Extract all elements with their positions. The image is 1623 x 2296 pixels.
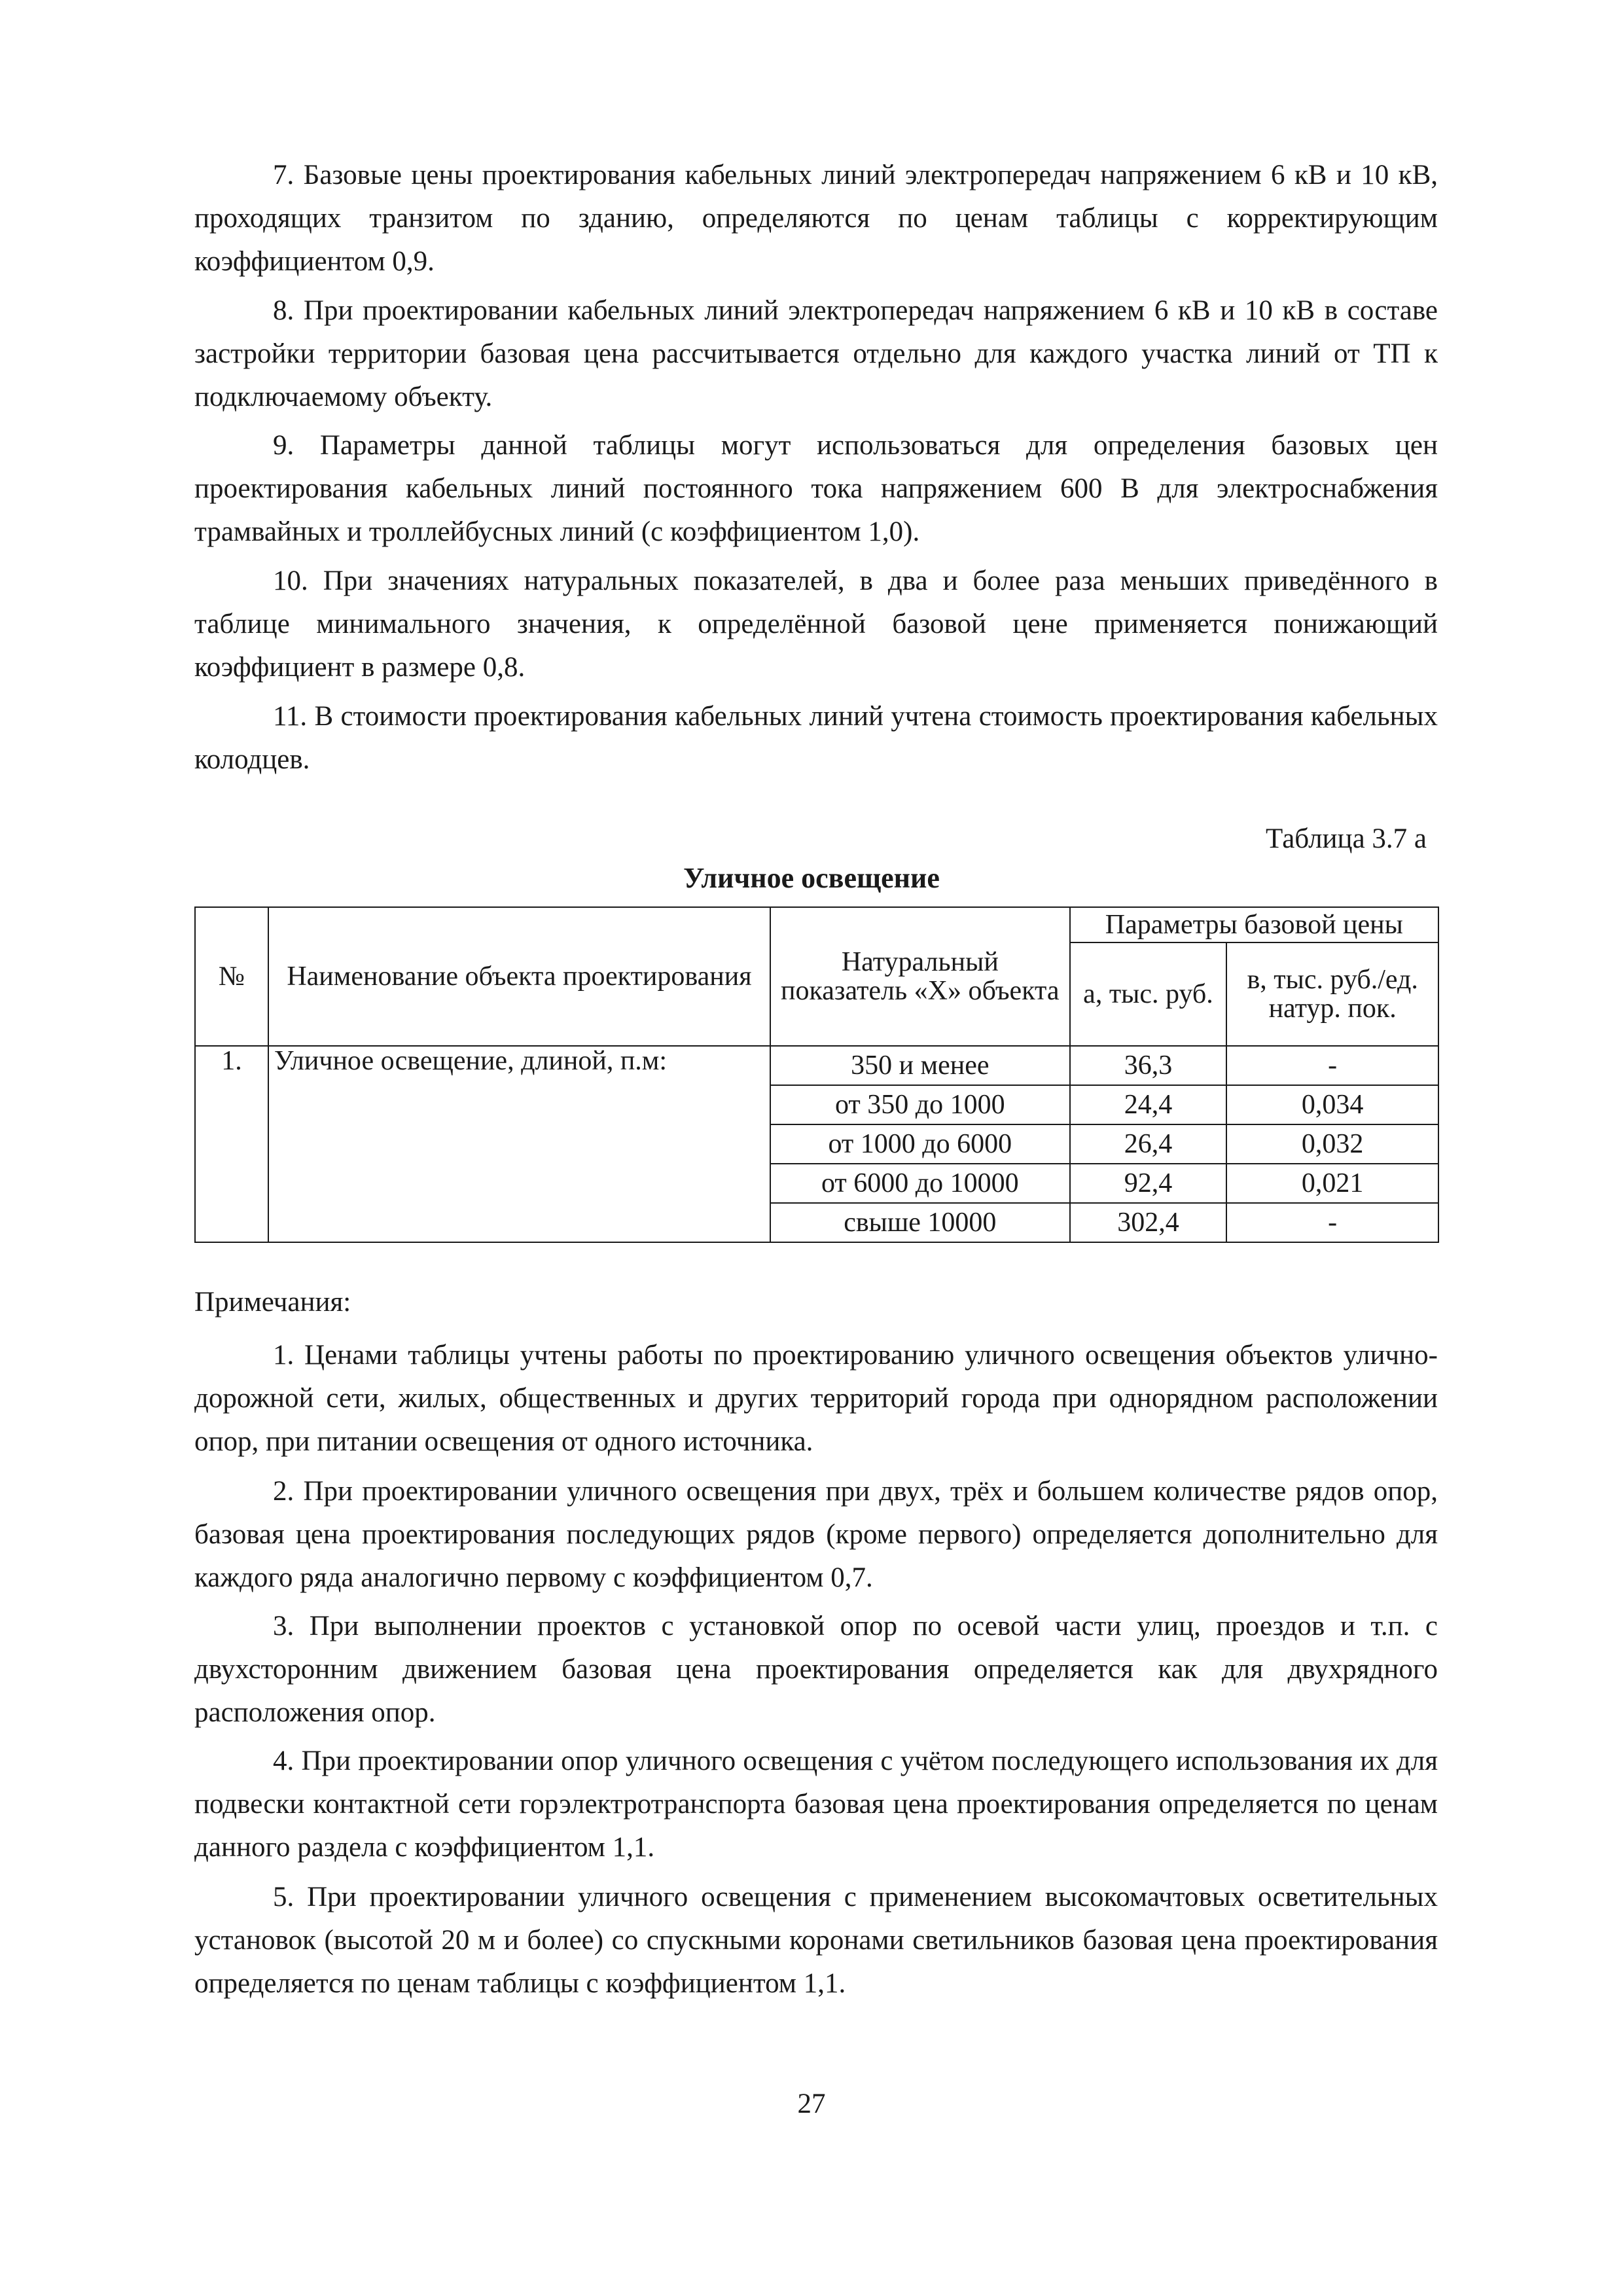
note-2: 2. При проектировании уличного освещения при двух, трёх и большем количестве рядов опор, базовая цена проектирования последующих рядов (кроме первого) определяется дополнительно для каждого ряда аналогично первому с коэффициентом 0,7. — [194, 1476, 1438, 1593]
row-object-name: Уличное освещение, длиной, п.м: — [268, 1046, 770, 1242]
cell-param-b: - — [1226, 1046, 1438, 1085]
note-5: 5. При проектировании уличного освещения с применением высокомачтовых осветительных установок (высотой 20 м и более) со спускными коронами светильников базовая цена проектирования определяется по ценам таблицы с коэффициентом 1,1. — [194, 1882, 1438, 1999]
paragraph-7: 7. Базовые цены проектирования кабельных линий электропередач напряжением 6 кВ и 10 кВ, проходящих транзитом по зданию, определяются по ценам таблицы с корректирующим коэффициентом 0,9. — [194, 160, 1438, 277]
cell-param-a: 24,4 — [1070, 1085, 1227, 1124]
header-number: № — [195, 907, 268, 1046]
paragraph-8: 8. При проектировании кабельных линий электропередач напряжением 6 кВ и 10 кВ в составе застройки территории базовая цена рассчитывается отдельно для каждого участка линий от ТП к подключаемому объекту. — [194, 295, 1438, 412]
table-title: Уличное освещение — [683, 862, 940, 894]
cell-param-a: 26,4 — [1070, 1124, 1227, 1164]
paragraph-11: 11. В стоимости проектирования кабельных линий учтена стоимость проектирования кабельных колодцев. — [194, 701, 1438, 775]
header-base-price-params: Параметры базовой цены — [1070, 907, 1438, 942]
header-param-a: а, тыс. руб. — [1070, 942, 1227, 1046]
cell-param-b: - — [1226, 1203, 1438, 1242]
table-label: Таблица 3.7 а — [1266, 823, 1427, 854]
paragraph-9: 9. Параметры данной таблицы могут использоваться для определения базовых цен проектирования кабельных линий постоянного тока напряжением 600 В для электроснабжения трамвайных и троллейбусных линий (с коэффициентом 1,0). — [194, 430, 1438, 547]
cell-param-b: 0,032 — [1226, 1124, 1438, 1164]
header-object-name: Наименование объекта проектирования — [268, 907, 770, 1046]
cell-indicator: от 6000 до 10000 — [770, 1164, 1070, 1203]
header-param-b: в, тыс. руб./ед. натур. пок. — [1226, 942, 1438, 1046]
cell-indicator: 350 и менее — [770, 1046, 1070, 1085]
note-1: 1. Ценами таблицы учтены работы по проектированию уличного освещения объектов улично-дорожной сети, жилых, общественных и других территорий города при однорядном расположении опор, при питании освещения от одного источника. — [194, 1340, 1438, 1457]
paragraph-10: 10. При значениях натуральных показателей, в два и более раза меньших приведённого в таблице минимального значения, к определённой базовой цене применяется понижающий коэффициент в размере 0,8. — [194, 565, 1438, 683]
note-3: 3. При выполнении проектов с установкой опор по осевой части улиц, проездов и т.п. с двухсторонним движением базовая цена проектирования определяется как для двухрядного расположения опор. — [194, 1611, 1438, 1728]
page-number: 27 — [797, 2089, 826, 2119]
cell-indicator: свыше 10000 — [770, 1203, 1070, 1242]
cell-param-a: 92,4 — [1070, 1164, 1227, 1203]
cell-param-a: 36,3 — [1070, 1046, 1227, 1085]
header-indicator: Натуральный показатель «Х» объекта — [770, 907, 1070, 1046]
note-4: 4. При проектировании опор уличного освещения с учётом последующего использования их для подвески контактной сети горэлектротранспорта базовая цена проектирования определяется по ценам данного раздела с коэффициентом 1,1. — [194, 1746, 1438, 1863]
cell-param-b: 0,034 — [1226, 1085, 1438, 1124]
table-row — [195, 1046, 1438, 1085]
cell-param-a: 302,4 — [1070, 1203, 1227, 1242]
cell-indicator: от 350 до 1000 — [770, 1085, 1070, 1124]
cell-param-b: 0,021 — [1226, 1164, 1438, 1203]
notes-heading: Примечания: — [194, 1287, 351, 1318]
price-table — [194, 906, 1439, 1243]
row-number: 1. — [195, 1046, 268, 1242]
table-header-row — [195, 907, 1438, 942]
cell-indicator: от 1000 до 6000 — [770, 1124, 1070, 1164]
